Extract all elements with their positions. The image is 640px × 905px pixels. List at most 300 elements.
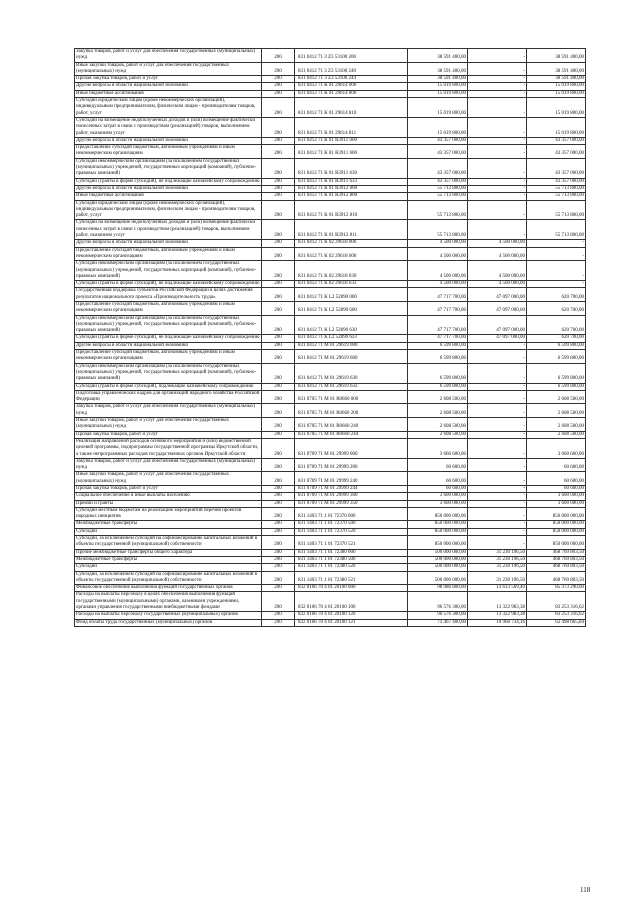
row-executed-amount-cell: - [468, 536, 527, 550]
row-code-cell: 200 [262, 185, 295, 192]
row-budget-classification-code-cell: 831 0412 71 К 01 R3912 810 [295, 200, 408, 220]
row-executed-amount-cell: - [468, 49, 527, 63]
row-approved-amount-cell: 47 717 700,00 [408, 335, 468, 342]
row-name-cell: Субсидии юридическим лицам (кроме некоммерческих организаций), индивидуальным предпринимателям, физическим лицам - производителям товаров, работ, услуг [75, 200, 262, 220]
row-name-cell: Иные закупки товаров, работ и услуг для обеспечения государственных (муниципальных) нужд [75, 62, 262, 76]
table-row [75, 521, 586, 528]
row-code-cell: 200 [262, 301, 295, 315]
table-row [75, 507, 586, 521]
row-budget-classification-code-cell: 831 0412 71 3 Z3 53100 244 [295, 76, 408, 83]
row-approved-amount-cell: 55 713 800,00 [408, 193, 468, 200]
row-unexecuted-amount-cell: 83 253 316,62 [527, 592, 586, 612]
table-row [75, 83, 586, 90]
row-code-cell: 200 [262, 363, 295, 383]
row-unexecuted-amount-cell: 43 357 000,00 [527, 137, 586, 144]
row-name-cell: Субсидии (гранты в форме субсидий), подлежащие казначейскому сопровождению [75, 383, 262, 390]
row-unexecuted-amount-cell: 43 357 000,00 [527, 178, 586, 185]
row-name-cell: Другие вопросы в области национальной экономики [75, 240, 262, 247]
row-name-cell: Государственная поддержка субъектов Российской Федерации в целях достижения результатов национального проекта «Производительность труда» [75, 288, 262, 302]
table-row [75, 185, 586, 192]
table-row [75, 612, 586, 619]
row-approved-amount-cell: 47 717 700,00 [408, 301, 468, 315]
row-code-cell: 200 [262, 383, 295, 390]
table-row [75, 200, 586, 220]
row-unexecuted-amount-cell: 2 608 500,00 [527, 431, 586, 438]
row-approved-amount-cell: 15 019 800,00 [408, 90, 468, 97]
row-executed-amount-cell: 4 500 000,00 [468, 261, 527, 281]
row-approved-amount-cell: 98 986 800,00 [408, 585, 468, 592]
row-budget-classification-code-cell: 831 0412 71 М 01 29619 000 [295, 342, 408, 349]
row-budget-classification-code-cell: 832 0106 70 4 01 20100 120 [295, 612, 408, 619]
row-approved-amount-cell: 38 591 400,00 [408, 62, 468, 76]
row-name-cell: Прочая закупка товаров, работ и услуг [75, 76, 262, 83]
row-approved-amount-cell: 38 591 400,00 [408, 76, 468, 83]
row-approved-amount-cell: 500 000 000,00 [408, 556, 468, 563]
row-code-cell: 200 [262, 49, 295, 63]
row-code-cell: 200 [262, 404, 295, 418]
row-code-cell: 200 [262, 592, 295, 612]
row-name-cell: Межбюджетные трансферты [75, 521, 262, 528]
row-code-cell: 200 [262, 556, 295, 563]
row-approved-amount-cell: 55 713 800,00 [408, 220, 468, 240]
row-code-cell: 200 [262, 458, 295, 472]
row-code-cell: 200 [262, 90, 295, 97]
row-executed-amount-cell: - [468, 472, 527, 486]
table-row [75, 281, 586, 288]
row-executed-amount-cell: - [468, 363, 527, 383]
row-code-cell: 200 [262, 220, 295, 240]
table-row [75, 500, 586, 507]
row-approved-amount-cell: 96 576 300,00 [408, 612, 468, 619]
row-approved-amount-cell: 850 000 000,00 [408, 536, 468, 550]
table-row [75, 592, 586, 612]
row-executed-amount-cell: - [468, 145, 527, 159]
row-unexecuted-amount-cell: 620 700,00 [527, 315, 586, 335]
row-code-cell: 200 [262, 500, 295, 507]
row-approved-amount-cell: 6 599 800,00 [408, 350, 468, 364]
row-budget-classification-code-cell: 831 1403 71 1 01 72370 500 [295, 521, 408, 528]
row-code-cell: 200 [262, 247, 295, 261]
row-unexecuted-amount-cell: 620 700,00 [527, 301, 586, 315]
row-name-cell: Межбюджетные трансферты [75, 556, 262, 563]
row-executed-amount-cell: 47 097 000,00 [468, 288, 527, 302]
row-name-cell: Другие вопросы в области национальной экономики [75, 83, 262, 90]
row-budget-classification-code-cell: 831 0412 71 К L2 52890 600 [295, 301, 408, 315]
row-name-cell: Другие вопросы в области национальной экономики [75, 137, 262, 144]
row-name-cell: Другие вопросы в области национальной экономики [75, 185, 262, 192]
row-approved-amount-cell: 850 000 000,00 [408, 528, 468, 535]
row-approved-amount-cell: 43 357 000,00 [408, 137, 468, 144]
table-row [75, 90, 586, 97]
row-executed-amount-cell: 47 097 000,00 [468, 335, 527, 342]
row-unexecuted-amount-cell: 620 700,00 [527, 288, 586, 302]
row-name-cell: Реализация направлений расходов основного мероприятия и (или) ведомственной целевой программы, подпрограммы государственной программы Иркутской области, а также непрограммных расходов государственных органов Иркутской области [75, 438, 262, 458]
row-name-cell: Фонд оплаты труда государственных (муниципальных) органов [75, 619, 262, 626]
table-row [75, 556, 586, 563]
row-code-cell: 200 [262, 342, 295, 349]
row-executed-amount-cell: 47 097 000,00 [468, 301, 527, 315]
table-row [75, 301, 586, 315]
row-approved-amount-cell: 73 467 400,00 [408, 619, 468, 626]
row-code-cell: 200 [262, 200, 295, 220]
row-unexecuted-amount-cell: - [527, 281, 586, 288]
table-row [75, 472, 586, 486]
row-budget-classification-code-cell: 831 1403 71 1 01 72380 521 [295, 571, 408, 585]
row-unexecuted-amount-cell: 3 600 000,00 [527, 493, 586, 500]
row-executed-amount-cell: 10 968 734,16 [468, 619, 527, 626]
table-row [75, 178, 586, 185]
row-executed-amount-cell: - [468, 193, 527, 200]
row-name-cell: Предоставление субсидий бюджетным, автономным учреждениям и иным некоммерческим организациям [75, 247, 262, 261]
row-unexecuted-amount-cell: 2 608 500,00 [527, 418, 586, 432]
row-name-cell: Субсидии [75, 528, 262, 535]
row-approved-amount-cell: 43 357 000,00 [408, 145, 468, 159]
row-code-cell: 200 [262, 486, 295, 493]
row-budget-classification-code-cell: 831 1403 71 1 01 72380 520 [295, 564, 408, 571]
budget-execution-table-sheet [74, 48, 585, 627]
row-name-cell: Прочая закупка товаров, работ и услуг [75, 431, 262, 438]
row-name-cell: Иные закупки товаров, работ и услуг для обеспечения государственных (муниципальных) нужд [75, 418, 262, 432]
row-unexecuted-amount-cell: 850 000 000,00 [527, 528, 586, 535]
row-executed-amount-cell: - [468, 342, 527, 349]
row-approved-amount-cell: 850 000 000,00 [408, 507, 468, 521]
row-name-cell: Закупка товаров, работ и услуг для обеспечения государственных (муниципальных) нужд [75, 404, 262, 418]
row-name-cell: Расходы на выплаты персоналу в целях обеспечения выполнения функций государственными (муниципальными) органами, казенными учреждениями, органами управления государственными внебюджетными фондами [75, 592, 262, 612]
row-unexecuted-amount-cell: 15 019 800,00 [527, 98, 586, 118]
row-budget-classification-code-cell: 831 1403 71 1 01 72380 000 [295, 549, 408, 556]
row-name-cell: Субсидии некоммерческим организациям (за исключением государственных (муниципальных) учреждений, государственных корпораций (компаний), публично-правовых компаний) [75, 315, 262, 335]
table-row [75, 288, 586, 302]
row-executed-amount-cell: 47 097 000,00 [468, 315, 527, 335]
row-budget-classification-code-cell: 831 0412 71 К 01 R3911 633 [295, 178, 408, 185]
table-row [75, 390, 586, 404]
row-executed-amount-cell: 4 500 000,00 [468, 247, 527, 261]
row-approved-amount-cell: 55 713 800,00 [408, 185, 468, 192]
row-budget-classification-code-cell: 831 0412 71 К 01 29614 810 [295, 98, 408, 118]
row-name-cell: Финансовое обеспечение выполнения функций государственных органов [75, 585, 262, 592]
budget-execution-table [74, 48, 586, 627]
row-unexecuted-amount-cell: 3 600 000,00 [527, 500, 586, 507]
row-budget-classification-code-cell: 831 0412 71 К 01 R3911 600 [295, 145, 408, 159]
row-name-cell: Субсидии местным бюджетам на реализацию мероприятий перечня проектов народных инициатив [75, 507, 262, 521]
row-approved-amount-cell: 3 660 600,00 [408, 438, 468, 458]
row-executed-amount-cell: - [468, 200, 527, 220]
row-budget-classification-code-cell: 831 0709 71 М 01 29999 244 [295, 486, 408, 493]
row-unexecuted-amount-cell: 55 713 800,00 [527, 200, 586, 220]
row-name-cell: Иные бюджетные ассигнования [75, 90, 262, 97]
row-approved-amount-cell: 6 599 800,00 [408, 342, 468, 349]
row-name-cell: Субсидии некоммерческим организациям (за исключением государственных (муниципальных) учреждений, государственных корпораций (компаний), публично-правовых компаний) [75, 158, 262, 178]
row-name-cell: Иные бюджетные ассигнования [75, 193, 262, 200]
row-name-cell: Предоставление субсидий бюджетным, автономным учреждениям и иным некоммерческим организациям [75, 350, 262, 364]
row-approved-amount-cell: 96 576 300,00 [408, 592, 468, 612]
row-executed-amount-cell: - [468, 404, 527, 418]
row-executed-amount-cell: - [468, 90, 527, 97]
row-budget-classification-code-cell: 831 0412 71 К 02 29618 633 [295, 281, 408, 288]
row-code-cell: 200 [262, 76, 295, 83]
row-approved-amount-cell: 55 713 800,00 [408, 200, 468, 220]
row-code-cell: 200 [262, 438, 295, 458]
table-row [75, 158, 586, 178]
row-executed-amount-cell: 31 230 196,50 [468, 556, 527, 563]
row-executed-amount-cell: 13 613 509,40 [468, 585, 527, 592]
row-unexecuted-amount-cell: 60 600,00 [527, 458, 586, 472]
table-row [75, 62, 586, 76]
table-row [75, 137, 586, 144]
row-approved-amount-cell: 2 608 500,00 [408, 404, 468, 418]
row-code-cell: 200 [262, 83, 295, 90]
table-row [75, 350, 586, 364]
table-row [75, 49, 586, 63]
row-code-cell: 200 [262, 261, 295, 281]
row-unexecuted-amount-cell: 850 000 000,00 [527, 536, 586, 550]
row-budget-classification-code-cell: 831 0412 71 К 02 29618 630 [295, 261, 408, 281]
row-unexecuted-amount-cell: 15 019 800,00 [527, 90, 586, 97]
table-row [75, 76, 586, 83]
row-approved-amount-cell: 2 608 500,00 [408, 390, 468, 404]
row-code-cell: 200 [262, 240, 295, 247]
row-approved-amount-cell: 500 000 000,00 [408, 571, 468, 585]
row-code-cell: 200 [262, 62, 295, 76]
row-unexecuted-amount-cell: 55 713 800,00 [527, 220, 586, 240]
row-code-cell: 200 [262, 335, 295, 342]
row-name-cell: Расходы на выплаты персоналу государственных (муниципальных) органов [75, 612, 262, 619]
row-unexecuted-amount-cell: 38 591 400,00 [527, 76, 586, 83]
table-row [75, 418, 586, 432]
row-budget-classification-code-cell: 831 0705 71 М 01 R0660 240 [295, 418, 408, 432]
table-row [75, 117, 586, 137]
row-name-cell: Прочие межбюджетные трансферты общего характера [75, 549, 262, 556]
row-name-cell: Субсидии на возмещение недополученных доходов и (или) возмещение фактически понесенных затрат в связи с производством (реализацией) товаров, выполнением работ, оказанием услуг [75, 117, 262, 137]
table-row [75, 536, 586, 550]
row-approved-amount-cell: 4 500 000,00 [408, 281, 468, 288]
row-unexecuted-amount-cell: 43 357 000,00 [527, 158, 586, 178]
table-body [75, 49, 586, 627]
row-code-cell: 200 [262, 585, 295, 592]
table-row [75, 493, 586, 500]
row-budget-classification-code-cell: 831 0705 71 М 01 R0660 244 [295, 431, 408, 438]
row-approved-amount-cell: 15 019 800,00 [408, 83, 468, 90]
table-row [75, 247, 586, 261]
table-row [75, 240, 586, 247]
row-unexecuted-amount-cell: 38 591 400,00 [527, 49, 586, 63]
row-name-cell: Социальное обеспечение и иные выплаты населению [75, 493, 262, 500]
row-code-cell: 200 [262, 536, 295, 550]
row-code-cell: 200 [262, 178, 295, 185]
row-code-cell: 200 [262, 612, 295, 619]
row-budget-classification-code-cell: 831 0412 71 К 01 R3912 811 [295, 220, 408, 240]
table-row [75, 585, 586, 592]
row-name-cell: Закупка товаров, работ и услуг для обеспечения государственных (муниципальных) нужд [75, 49, 262, 63]
row-budget-classification-code-cell: 831 0412 71 К 02 29618 000 [295, 240, 408, 247]
row-executed-amount-cell: 31 230 196,50 [468, 549, 527, 556]
row-executed-amount-cell: - [468, 117, 527, 137]
row-approved-amount-cell: 15 019 800,00 [408, 117, 468, 137]
row-unexecuted-amount-cell: 55 713 800,00 [527, 193, 586, 200]
row-budget-classification-code-cell: 831 0412 71 М 01 29619 600 [295, 350, 408, 364]
table-row [75, 431, 586, 438]
row-budget-classification-code-cell: 831 0709 71 М 01 29999 350 [295, 500, 408, 507]
row-budget-classification-code-cell: 831 0412 71 М 01 29619 630 [295, 363, 408, 383]
row-approved-amount-cell: 500 000 000,00 [408, 549, 468, 556]
table-row [75, 220, 586, 240]
row-executed-amount-cell: - [468, 507, 527, 521]
row-budget-classification-code-cell: 831 0412 71 К 01 29614 811 [295, 117, 408, 137]
row-budget-classification-code-cell: 831 1403 71 1 01 72370 520 [295, 528, 408, 535]
row-executed-amount-cell: - [468, 458, 527, 472]
row-budget-classification-code-cell: 831 0709 71 М 01 29999 300 [295, 493, 408, 500]
table-row [75, 383, 586, 390]
row-approved-amount-cell: 850 000 000,00 [408, 521, 468, 528]
row-approved-amount-cell: 38 591 400,00 [408, 49, 468, 63]
row-unexecuted-amount-cell: 60 600,00 [527, 472, 586, 486]
row-budget-classification-code-cell: 831 0709 71 М 01 29999 240 [295, 472, 408, 486]
row-approved-amount-cell: 500 000 000,00 [408, 564, 468, 571]
row-budget-classification-code-cell: 831 0412 71 К 01 R3911 630 [295, 158, 408, 178]
row-unexecuted-amount-cell: 6 599 800,00 [527, 350, 586, 364]
table-row [75, 564, 586, 571]
row-budget-classification-code-cell: 831 1403 71 1 01 72370 000 [295, 507, 408, 521]
row-executed-amount-cell: - [468, 220, 527, 240]
row-approved-amount-cell: 2 608 500,00 [408, 418, 468, 432]
table-row [75, 458, 586, 472]
row-executed-amount-cell: - [468, 98, 527, 118]
row-executed-amount-cell: - [468, 528, 527, 535]
row-budget-classification-code-cell: 831 0412 71 К 01 R3912 000 [295, 185, 408, 192]
row-budget-classification-code-cell: 831 0709 71 М 01 29999 000 [295, 438, 408, 458]
row-name-cell: Субсидии юридическим лицам (кроме некоммерческих организаций), индивидуальным предпринимателям, физическим лицам - производителям товаров, работ, услуг [75, 98, 262, 118]
row-executed-amount-cell: - [468, 438, 527, 458]
row-name-cell: Другие вопросы в области национальной экономики [75, 342, 262, 349]
row-approved-amount-cell: 3 600 000,00 [408, 500, 468, 507]
row-executed-amount-cell: - [468, 350, 527, 364]
table-row [75, 335, 586, 342]
table-row [75, 528, 586, 535]
row-unexecuted-amount-cell: 468 769 803,50 [527, 549, 586, 556]
row-code-cell: 200 [262, 493, 295, 500]
row-unexecuted-amount-cell: - [527, 261, 586, 281]
row-budget-classification-code-cell: 831 0412 71 3 Z3 53100 240 [295, 62, 408, 76]
row-budget-classification-code-cell: 831 0412 71 К 02 29618 600 [295, 247, 408, 261]
row-code-cell: 200 [262, 571, 295, 585]
row-unexecuted-amount-cell: - [527, 240, 586, 247]
row-budget-classification-code-cell: 831 0705 71 М 01 R0660 000 [295, 390, 408, 404]
row-executed-amount-cell: - [468, 390, 527, 404]
row-approved-amount-cell: 2 608 500,00 [408, 431, 468, 438]
row-name-cell: Субсидии некоммерческим организациям (за исключением государственных (муниципальных) учреждений, государственных корпораций (компаний), публично-правовых компаний) [75, 363, 262, 383]
row-approved-amount-cell: 3 600 000,00 [408, 493, 468, 500]
row-code-cell: 200 [262, 418, 295, 432]
row-budget-classification-code-cell: 831 0412 71 К 01 R3911 000 [295, 137, 408, 144]
row-executed-amount-cell: - [468, 83, 527, 90]
row-code-cell: 200 [262, 137, 295, 144]
row-approved-amount-cell: 60 600,00 [408, 472, 468, 486]
row-budget-classification-code-cell: 831 0705 71 М 01 R0660 200 [295, 404, 408, 418]
row-name-cell: Прочая закупка товаров, работ и услуг [75, 486, 262, 493]
table-row [75, 145, 586, 159]
row-executed-amount-cell: 4 500 000,00 [468, 240, 527, 247]
row-approved-amount-cell: 60 600,00 [408, 486, 468, 493]
row-code-cell: 200 [262, 98, 295, 118]
row-unexecuted-amount-cell: 83 253 316,62 [527, 612, 586, 619]
row-approved-amount-cell: 43 357 000,00 [408, 178, 468, 185]
row-name-cell: Премии и гранты [75, 500, 262, 507]
row-approved-amount-cell: 15 019 800,00 [408, 98, 468, 118]
table-row [75, 619, 586, 626]
table-row [75, 193, 586, 200]
row-code-cell: 200 [262, 564, 295, 571]
row-name-cell: Субсидии (гранты в форме субсидий), не подлежащие казначейскому сопровождению [76, 281, 260, 287]
row-executed-amount-cell: 13 322 983,38 [468, 612, 527, 619]
table-row [75, 98, 586, 118]
row-executed-amount-cell: - [468, 76, 527, 83]
row-budget-classification-code-cell: 831 0412 71 К 01 29614 000 [295, 83, 408, 90]
table-row [75, 342, 586, 349]
table-row [75, 261, 586, 281]
row-unexecuted-amount-cell: 6 599 800,00 [527, 363, 586, 383]
row-code-cell: 200 [262, 315, 295, 335]
row-budget-classification-code-cell: 831 1403 71 1 01 72380 500 [295, 556, 408, 563]
row-unexecuted-amount-cell: 15 019 800,00 [527, 83, 586, 90]
row-unexecuted-amount-cell: 15 019 800,00 [527, 117, 586, 137]
row-executed-amount-cell: - [468, 418, 527, 432]
table-row [75, 571, 586, 585]
row-approved-amount-cell: 6 599 800,00 [408, 363, 468, 383]
row-code-cell: 200 [262, 619, 295, 626]
row-approved-amount-cell: 6 599 800,00 [408, 383, 468, 390]
table-row [75, 549, 586, 556]
row-budget-classification-code-cell: 831 0412 71 М 01 29619 632 [295, 383, 408, 390]
row-code-cell: 200 [262, 193, 295, 200]
row-code-cell: 200 [262, 521, 295, 528]
row-executed-amount-cell: - [468, 431, 527, 438]
row-executed-amount-cell: 31 230 196,50 [468, 571, 527, 585]
table-row [75, 363, 586, 383]
table-row [75, 486, 586, 493]
row-executed-amount-cell: - [468, 158, 527, 178]
row-unexecuted-amount-cell: 62 498 665,84 [527, 619, 586, 626]
row-unexecuted-amount-cell: 55 713 800,00 [527, 185, 586, 192]
row-code-cell: 200 [262, 431, 295, 438]
row-executed-amount-cell: 4 500 000,00 [468, 281, 527, 288]
row-code-cell: 200 [262, 288, 295, 302]
row-unexecuted-amount-cell: 6 599 800,00 [527, 383, 586, 390]
row-approved-amount-cell: 47 717 700,00 [408, 315, 468, 335]
row-unexecuted-amount-cell: 85 373 290,60 [527, 585, 586, 592]
row-executed-amount-cell: - [468, 178, 527, 185]
row-budget-classification-code-cell: 831 0709 71 М 01 29999 200 [295, 458, 408, 472]
row-code-cell: 200 [262, 117, 295, 137]
row-approved-amount-cell: 4 500 000,00 [408, 247, 468, 261]
row-code-cell: 200 [262, 281, 295, 288]
row-unexecuted-amount-cell: 468 769 803,50 [527, 556, 586, 563]
row-name-cell: Закупка товаров, работ и услуг для обеспечения государственных (муниципальных) нужд [75, 458, 262, 472]
row-approved-amount-cell: 4 500 000,00 [408, 240, 468, 247]
row-executed-amount-cell: - [468, 137, 527, 144]
row-executed-amount-cell: - [468, 486, 527, 493]
row-budget-classification-code-cell: 831 0412 71 К 01 R3912 800 [295, 193, 408, 200]
row-code-cell: 200 [262, 472, 295, 486]
table-row [75, 404, 586, 418]
row-executed-amount-cell: 31 230 196,50 [468, 564, 527, 571]
row-budget-classification-code-cell: 831 1403 71 1 01 72370 521 [295, 536, 408, 550]
row-name-cell: Субсидии, за исключением субсидий на софинансирование капитальных вложений в объекты государственной (муниципальной) собственности [75, 536, 262, 550]
row-name-cell: Субсидии на возмещение недополученных доходов и (или) возмещение фактически понесенных затрат в связи с производством (реализацией) товаров, выполнением работ, оказанием услуг [75, 220, 262, 240]
row-code-cell: 200 [262, 158, 295, 178]
row-budget-classification-code-cell: 831 0412 71 К L2 52890 630 [295, 315, 408, 335]
row-unexecuted-amount-cell: 2 608 500,00 [527, 404, 586, 418]
row-executed-amount-cell: - [468, 500, 527, 507]
